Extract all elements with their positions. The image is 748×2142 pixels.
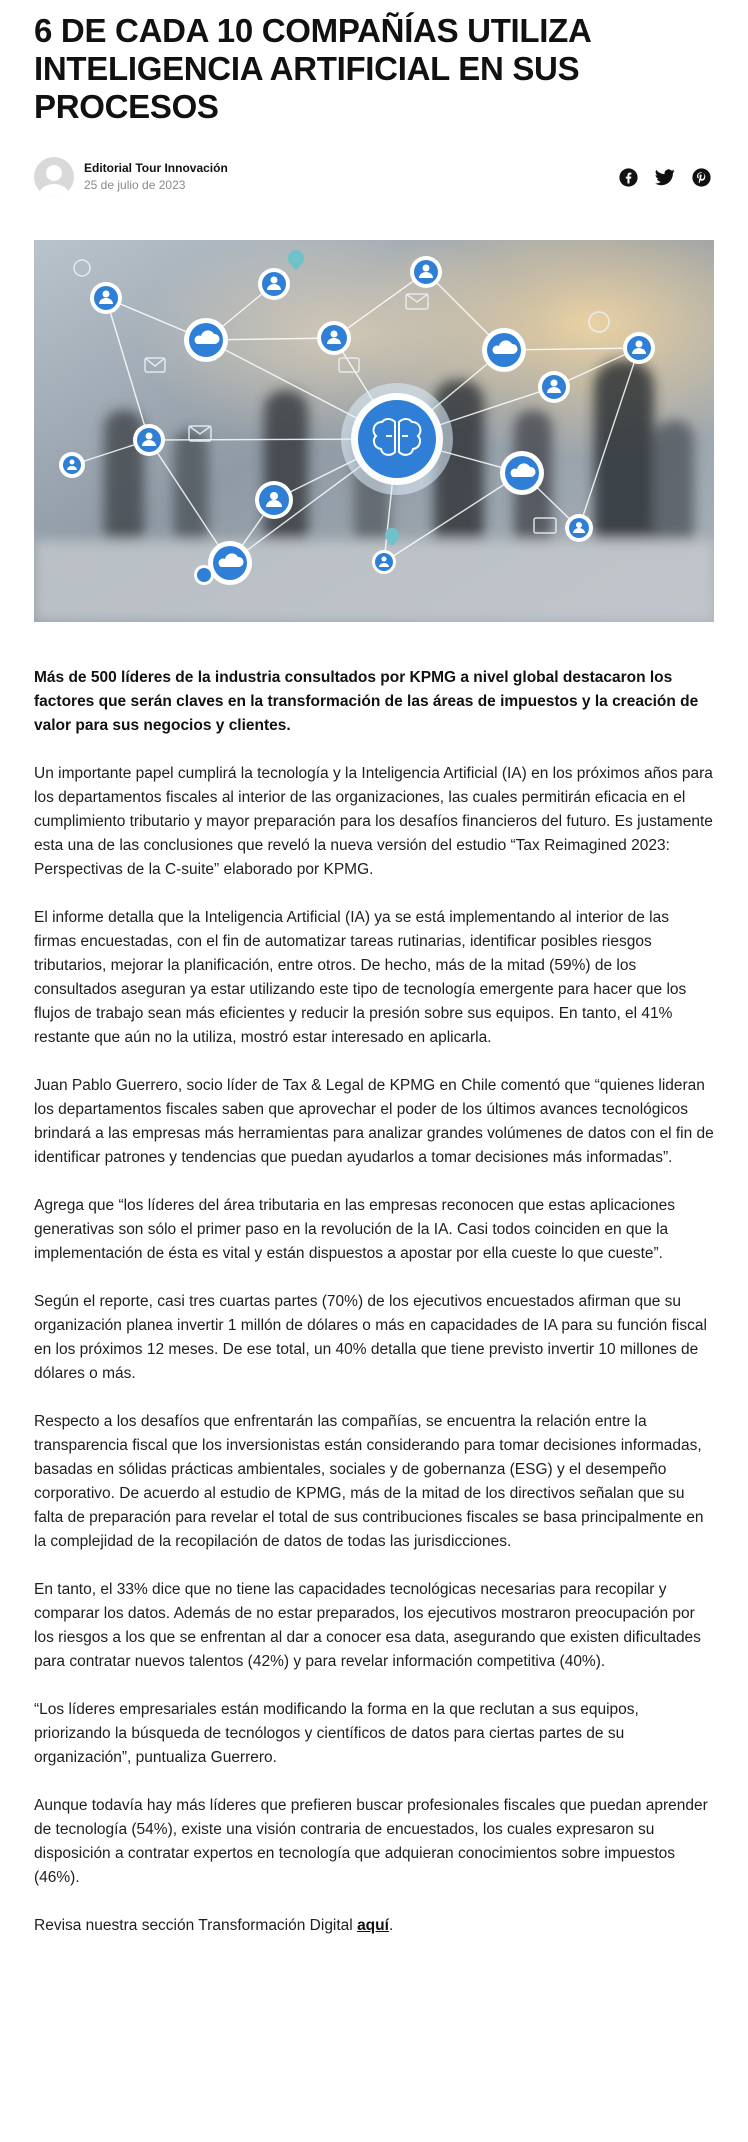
- closing-end: .: [388, 1917, 394, 1934]
- article-lead: Más de 500 líderes de la industria consultados por KPMG a nivel global destacaron los factores que serán claves en la transformación de las áreas de impuestos y la creación de valor para sus negocios y clientes.: [34, 669, 699, 734]
- closing-line: [34, 1914, 714, 1938]
- avatar[interactable]: [34, 157, 74, 197]
- article-paragraph-8: “Los líderes empresariales están modificando la forma en la que reclutan a sus equipos, priorizando la búsqueda de tecnólogos y científicos de datos para ciertas partes de su organización”, puntualiza Guerrero.: [34, 1701, 639, 1766]
- article-paragraph-4: Agrega que “los líderes del área tributaria en las empresas reconocen que estas aplicaciones generativas son sólo el primer paso en la revolución de la IA. Casi todos coinciden en que la implementación de ésta es vital y están dispuestos a apostar por ella cueste lo que cueste”.: [34, 1197, 676, 1262]
- article-paragraph-6: Respecto a los desafíos que enfrentarán las compañías, se encuentra la relación entre la transparencia fiscal que los inversionistas están considerando para tomar decisiones informadas, basadas en sólidas prácticas ambientales, sociales y de gobernanza (ESG) y el desempeño corporativo. De acuerdo al estudio de KPMG, más de la mitad de los directivos señalan que su falta de preparación para revelar el total de sus contribuciones fiscales se basa principalmente en la complejidad de la recopilación de datos de todas las jurisdicciones.: [34, 1413, 704, 1550]
- article-paragraph-1: Un importante papel cumplirá la tecnología y la Inteligencia Artificial (IA) en los próximos años para los departamentos fiscales al interior de las organizaciones, las cuales permitirán eficacia en el cumplimiento tributario y mayor preparación para los desafíos financieros del futuro. Es justamente esta una de las conclusiones que reveló la nueva versión del estudio “Tax Reimagined 2023: Perspectivas de la C-suite” elaborado por KPMG.: [34, 765, 713, 878]
- article-paragraph-7: En tanto, el 33% dice que no tiene las capacidades tecnológicas necesarias para recopilar y comparar los datos. Además de no estar preparados, los ejecutivos mostraron preocupación por los riesgos a los que se enfrentan al dar a conocer esa data, asegurando que existen dificultades para contratar nuevos talentos (42%) y para revelar información competitiva (40%).: [34, 1581, 701, 1670]
- article-meta: [34, 156, 714, 198]
- transformacion-digital-link[interactable]: aquí: [357, 1917, 389, 1934]
- article-paragraph-5: Según el reporte, casi tres cuartas partes (70%) de los ejecutivos encuestados afirman que su organización planea invertir 1 millón de dólares o más en capacidades de IA para su función fiscal en los próximos 12 meses. De ese total, un 40% detalla que tiene previsto invertir 10 millones de dólares o más.: [34, 1293, 707, 1382]
- post-date: 25 de julio de 2023: [84, 178, 186, 192]
- article-title: 6 DE CADA 10 COMPAÑÍAS UTILIZA INTELIGENCIA ARTIFICIAL EN SUS PROCESOS: [34, 12, 591, 125]
- article-paragraph-2: El informe detalla que la Inteligencia Artificial (IA) ya se está implementando al interior de las firmas encuestadas, con el fin de automatizar tareas rutinarias, identificar posibles riesgos tributarios, mejorar la planificación, entre otros. De hecho, más de la mitad (59%) de los consultados aseguran ya estar utilizando este tipo de tecnología emergente para hacer que los flujos de trabajo sean más eficientes y reducir la presión sobre sus equipos. En tanto, el 41% restante que aún no la utiliza, mostró estar interesado en aplicarla.: [34, 909, 687, 1046]
- author-block: [34, 157, 228, 197]
- closing-text: Revisa nuestra sección Transformación Digital: [34, 1917, 358, 1934]
- author-name[interactable]: Editorial Tour Innovación: [84, 161, 228, 175]
- article-paragraph-3: Juan Pablo Guerrero, socio líder de Tax & Legal de KPMG en Chile comentó que “quienes lideran los departamentos fiscales saben que aprovechar el poder de los últimos avances tecnológicos brindará a las empresas más herramientas para analizar grandes volúmenes de datos con el fin de identificar patrones y tendencias que puedan ayudarlos a tomar decisiones más informadas”.: [34, 1077, 714, 1166]
- hero-image: [34, 240, 714, 622]
- pinterest-icon[interactable]: [692, 168, 711, 187]
- article-paragraph-9: Aunque todavía hay más líderes que prefieren buscar profesionales fiscales que puedan aprender de tecnología (54%), existe una visión contraria de encuestados, los cuales expresaron su disposición a contratar expertos en tecnología que adquieran conocimientos sobre impuestos (46%).: [34, 1797, 708, 1886]
- facebook-icon[interactable]: [619, 168, 638, 187]
- share-buttons: [619, 168, 714, 187]
- twitter-icon[interactable]: [655, 169, 675, 186]
